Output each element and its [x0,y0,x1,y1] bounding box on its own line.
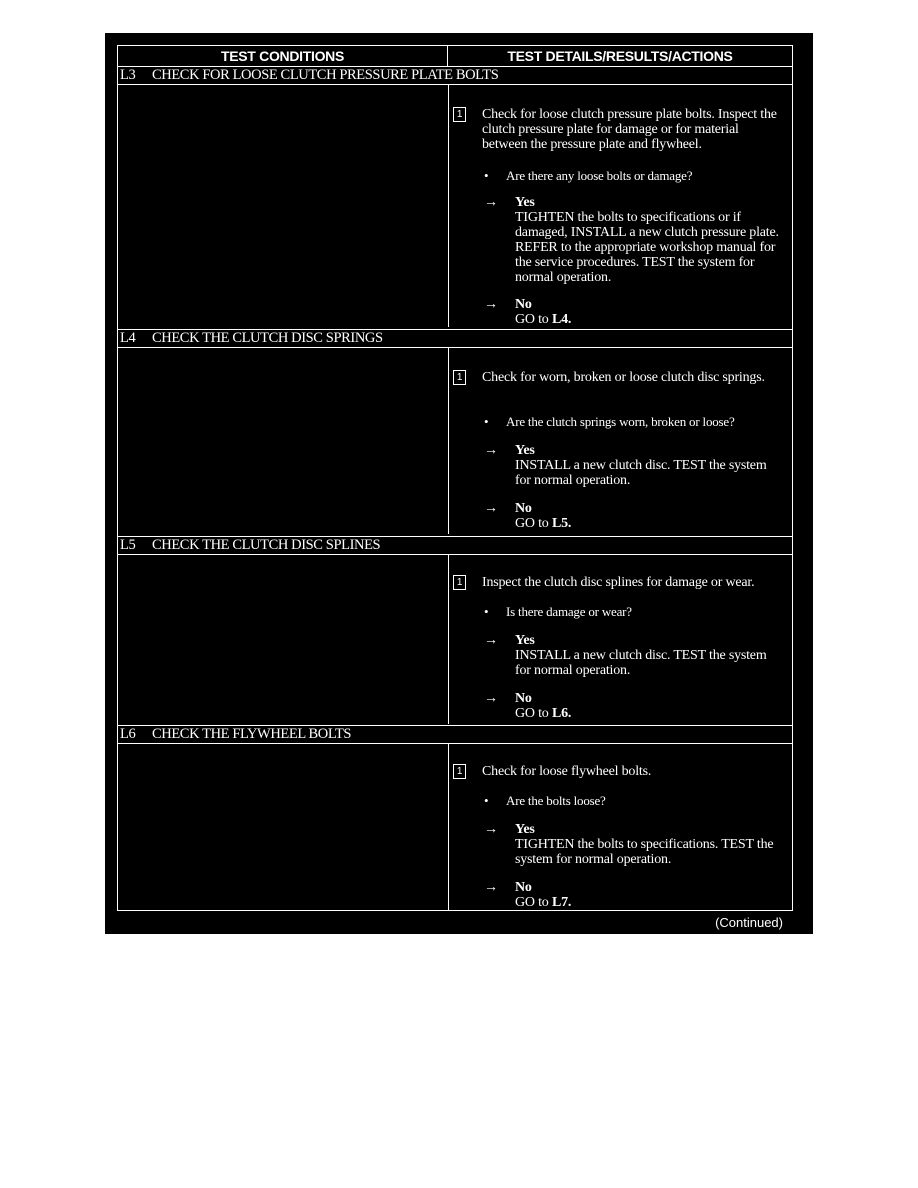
column-divider [448,85,449,327]
step-id: L6 [120,726,136,742]
step-marker-box: 1 [453,575,466,590]
no-action-target: L7. [551,895,572,910]
column-divider [448,744,449,910]
yes-action: INSTALL a new clutch disc. TEST the system for normal operation. [515,648,767,678]
no-action-prefix: GO to [515,706,549,721]
no-action [515,895,785,910]
procedure-page [105,33,813,934]
step-instruction: Inspect the clutch disc splines for damage or wear. [482,575,755,590]
yes-action: INSTALL a new clutch disc. TEST the system for normal operation. [515,458,767,488]
step-title: CHECK THE FLYWHEEL BOLTS [152,726,352,742]
continued-label: (Continued) [715,915,783,930]
bullet-icon: • [484,414,489,429]
no-action-prefix: GO to [515,312,549,327]
step-title: CHECK FOR LOOSE CLUTCH PRESSURE PLATE BOLTS [152,67,499,83]
right-arrow-icon: → [484,691,498,706]
step-title-row [118,725,792,744]
no-action-target: L6. [551,706,572,721]
no-label: No [515,691,532,706]
no-action-prefix: GO to [515,895,549,910]
no-action [515,312,785,327]
no-label: No [515,297,532,312]
yes-label: Yes [515,195,535,210]
step-marker-box: 1 [453,764,466,779]
no-label: No [515,501,532,516]
step-title: CHECK THE CLUTCH DISC SPRINGS [152,330,383,346]
no-action-target: L4. [551,312,572,327]
yes-label: Yes [515,633,535,648]
procedure-table [117,45,793,911]
yes-label: Yes [515,443,535,458]
yes-action: TIGHTEN the bolts to specifications or if damaged, INSTALL a new clutch pressure plate. REFER to the appropriate workshop manual for the service procedures. TEST the system for normal operation. [515,210,779,285]
no-action-target: L5. [551,516,572,531]
step-question: Are the clutch springs worn, broken or loose? [506,414,735,429]
right-arrow-icon: → [484,443,498,458]
step-question: Is there damage or wear? [506,604,632,619]
yes-label: Yes [515,822,535,837]
yes-action: TIGHTEN the bolts to specifications. TEST the system for normal operation. [515,837,774,867]
step-marker-box: 1 [453,107,466,122]
no-action [515,516,785,531]
step-question: Are there any loose bolts or damage? [506,168,693,183]
right-arrow-icon: → [484,297,498,312]
right-arrow-icon: → [484,195,498,210]
step-id: L3 [120,67,136,83]
no-label: No [515,880,532,895]
right-arrow-icon: → [484,501,498,516]
step-title-row [118,66,792,85]
step-id: L4 [120,330,136,346]
right-arrow-icon: → [484,822,498,837]
step-title: CHECK THE CLUTCH DISC SPLINES [152,537,381,553]
bullet-icon: • [484,793,489,808]
bullet-icon: • [484,604,489,619]
step-instruction: Check for loose flywheel bolts. [482,764,652,779]
step-marker-box: 1 [453,370,466,385]
column-header-test-conditions: TEST CONDITIONS [118,46,448,66]
step-id: L5 [120,537,136,553]
column-divider [448,348,449,534]
step-question: Are the bolts loose? [506,793,606,808]
right-arrow-icon: → [484,633,498,648]
step-instruction: Check for worn, broken or loose clutch disc springs. [482,370,765,385]
column-divider [448,555,449,724]
step-instruction: Check for loose clutch pressure plate bolts. Inspect the clutch pressure plate for damage or for material between the pressure plate and flywheel. [482,107,777,152]
step-title-row [118,536,792,555]
step-title-row [118,329,792,348]
no-action-prefix: GO to [515,516,549,531]
no-action [515,706,785,721]
right-arrow-icon: → [484,880,498,895]
column-header-test-details: TEST DETAILS/RESULTS/ACTIONS [507,48,733,64]
bullet-icon: • [484,168,489,183]
